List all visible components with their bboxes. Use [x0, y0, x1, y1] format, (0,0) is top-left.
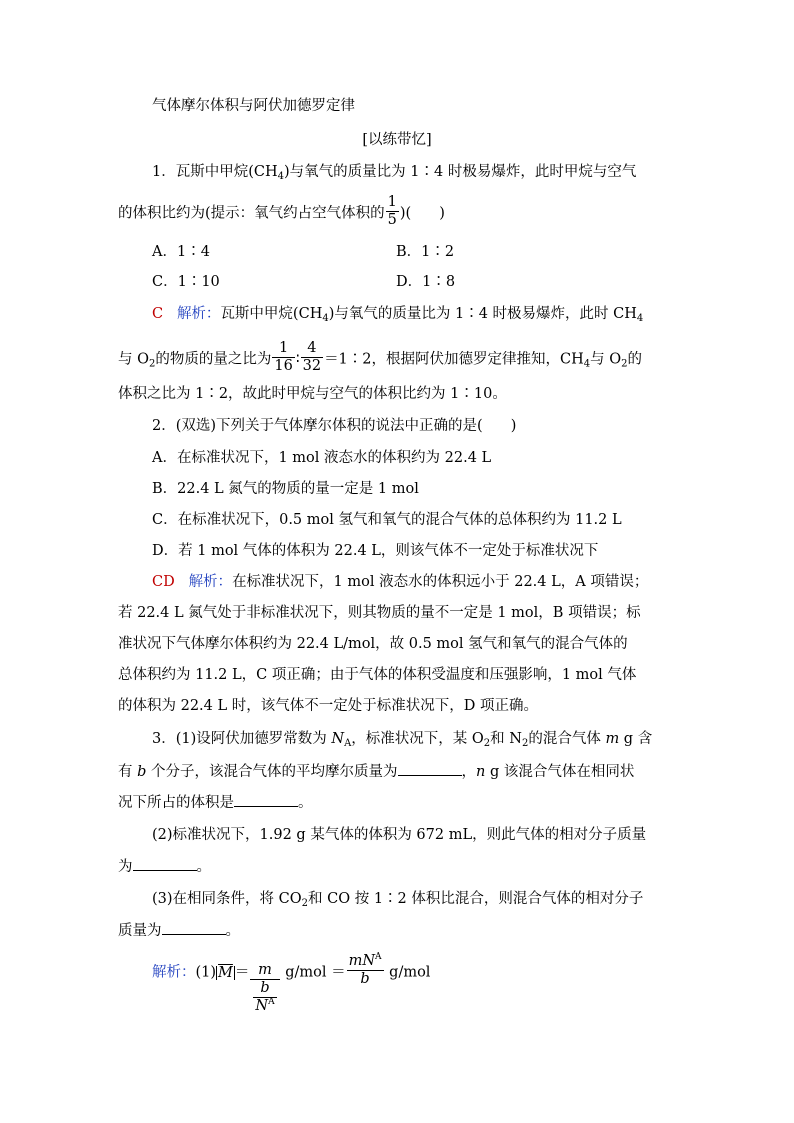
- q2-option-d: D．若 1 mol 气体的体积为 22.4 L，则该气体不一定处于标准状况下: [152, 543, 599, 559]
- mean-molar-mass-symbol: $\overline{M}$: [218, 964, 233, 981]
- q2-explanation-line1: CD 解析：在标准状况下，1 mol 液态水的体积远小于 22.4 L，A 项错误；: [152, 574, 649, 590]
- hint-fraction: $\frac{1}{5}$: [387, 194, 397, 228]
- q2-answer: CD: [152, 574, 175, 590]
- q3-line3: 况下所占的体积是 。: [118, 792, 313, 813]
- q2-explanation-line4: 总体积约为 11.2 L，C 项正确；由于气体的体积受温度和压强影响，1 mol 气体: [118, 667, 637, 683]
- section-title: 气体摩尔体积与阿伏加德罗定律: [152, 98, 355, 114]
- q2-explanation-line5: 的体积为 22.4 L 时，该气体不一定处于标准状况下，D 项正确。: [118, 698, 538, 714]
- q1-line2: 的体积比约为(提示：氧气约占空气体积的 $\frac{1}{5}$ )( ): [118, 194, 445, 228]
- q3-line2: 有 b 个分子，该混合气体的平均摩尔质量为 ，n g 该混合气体在相同状: [118, 761, 634, 782]
- q3-line5: 为 。: [118, 856, 211, 877]
- q2-explanation-line2: 若 22.4 L 氮气处于非标准状况下，则其物质的量不一定是 1 mol，B 项错误；标: [118, 605, 641, 621]
- q3-line4: (2)标准状况下，1.92 g 某气体的体积为 672 mL，则此气体的相对分子质量: [152, 827, 647, 843]
- q2-option-b: B．22.4 L 氮气的物质的量一定是 1 mol: [152, 481, 419, 497]
- subheading: [以练带忆]: [362, 132, 432, 148]
- q1-option-c: C．1∶10: [152, 274, 220, 290]
- q1-line1: 1．瓦斯中甲烷$(CH_4)$与氧气的质量比为 1∶4 时极易爆炸，此时甲烷与空气: [152, 164, 637, 182]
- q1-answer: C: [152, 306, 164, 322]
- q1-option-a: A．1∶4: [152, 244, 210, 260]
- compound-fraction: $\frac{m}{\frac{b}{N^A}}$: [250, 962, 279, 1015]
- answer-blank-1[interactable]: [398, 761, 462, 776]
- q2-explanation-line3: 准状况下气体摩尔体积约为 22.4 L/mol，故 0.5 mol 氢气和氧气的混合气体的: [118, 636, 628, 652]
- q1-option-d: D．1∶8: [396, 274, 456, 290]
- q1-option-b: B．1∶2: [396, 244, 455, 260]
- q1-explanation-line2: 与 $O_2$的物质的量之比为 $\frac{1}{16}$ ∶ $\frac{4}{32}$ ＝1∶2，根据阿伏加德罗定律推知，$CH_4$与 $O_2$的: [118, 340, 643, 374]
- q2-option-a: A．在标准状况下，1 mol 液态水的体积约为 22.4 L: [152, 450, 492, 466]
- answer-blank-2[interactable]: [234, 792, 298, 807]
- q2-stem: 2．(双选)下列关于气体摩尔体积的说法中正确的是( ): [152, 418, 517, 434]
- q1-explanation-line1: C 解析：瓦斯中甲烷$(CH_4)$与氧气的质量比为 1∶4 时极易爆炸，此时 $CH_4$: [152, 306, 644, 324]
- answer-blank-4[interactable]: [162, 920, 226, 935]
- q3-explanation: 解析：(1) $\overline{M}$ ＝ $\frac{m}{\frac{b}{N^A}}$ g/mol ＝ $\frac{mN^A}{b}$ g/mol: [152, 952, 431, 1014]
- q3-line6: (3)在相同条件，将 $CO_2$和 CO 按 1∶2 体积比混合，则混合气体的相对分子: [152, 891, 644, 909]
- q2-option-c: C．在标准状况下，0.5 mol 氢气和氧气的混合气体的总体积约为 11.2 L: [152, 512, 622, 528]
- q3-line7: 质量为 。: [118, 920, 240, 941]
- q1-explanation-line3: 体积之比为 1∶2，故此时甲烷与空气的体积比约为 1∶10。: [118, 386, 507, 402]
- q3-line1: 3．(1)设阿伏加德罗常数为 $N_A$，标准状况下，某 $O_2$和 $N_2$的混合气体 m g 含: [152, 731, 653, 749]
- answer-blank-3[interactable]: [133, 856, 197, 871]
